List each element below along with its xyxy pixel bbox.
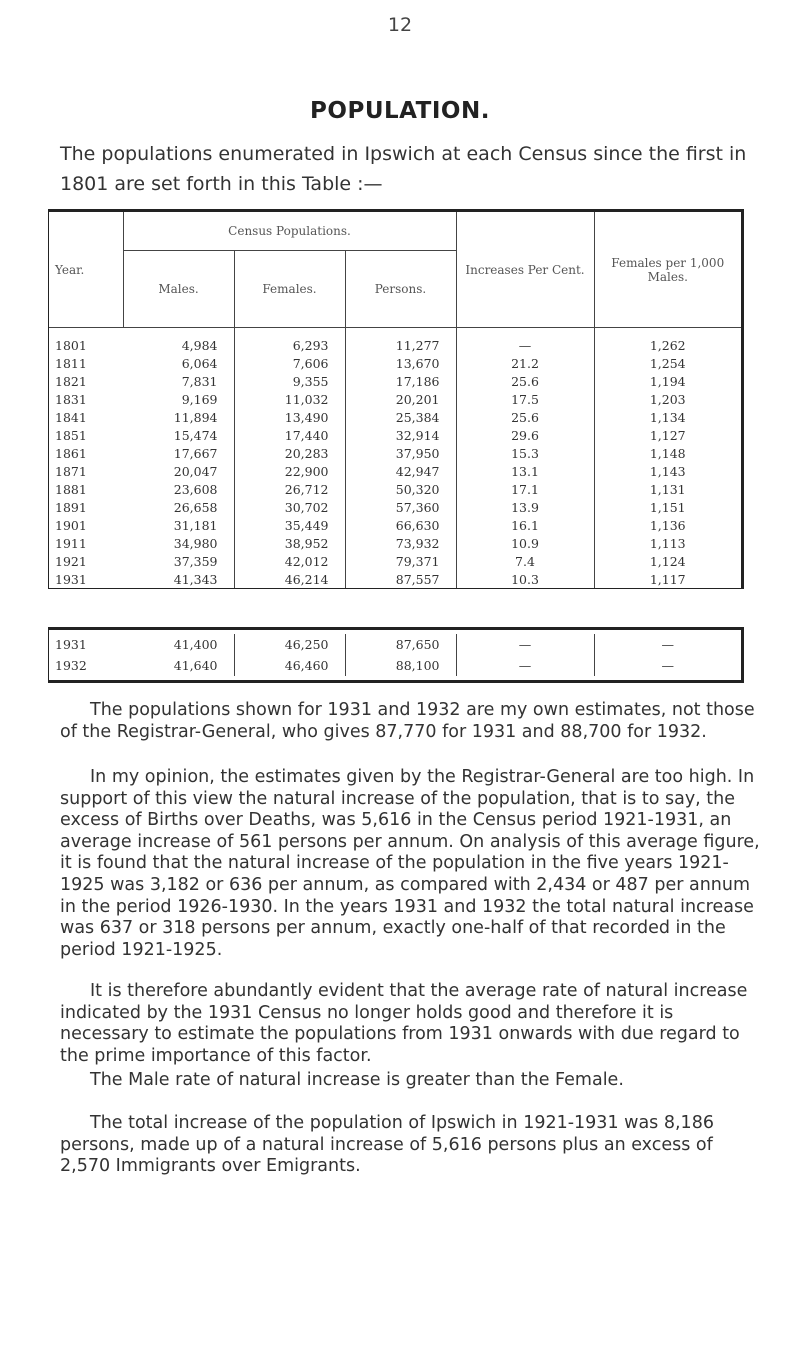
year-cell: 1881	[55, 481, 87, 497]
males-cell: 20,047	[173, 463, 218, 479]
persons-cell: 37,950	[345, 444, 456, 462]
females-cell: 11,032	[234, 390, 345, 408]
year-cell: 1901	[55, 517, 87, 533]
year-cell: 1931	[55, 637, 87, 652]
header-census-populations: Census Populations.	[123, 212, 456, 251]
table-row	[49, 408, 741, 426]
females-per-1000-cell: 1,113	[594, 534, 741, 552]
year-cell: 1911	[55, 535, 87, 551]
persons-cell: 87,650	[345, 634, 456, 655]
males-cell: 41,640	[173, 658, 218, 673]
table-row	[49, 570, 741, 588]
table-row	[49, 480, 741, 498]
year-cell: 1921	[55, 553, 87, 569]
males-cell: 4,984	[181, 337, 218, 353]
persons-cell: 11,277	[345, 328, 456, 355]
year-cell: 1841	[55, 409, 87, 425]
males-cell: 7,831	[181, 373, 218, 389]
table-row	[49, 516, 741, 534]
females-cell: 6,293	[234, 328, 345, 355]
males-cell: 37,359	[173, 553, 218, 569]
increase-cell: 29.6	[456, 426, 594, 444]
persons-cell: 50,320	[345, 480, 456, 498]
persons-cell: 20,201	[345, 390, 456, 408]
increase-cell: 25.6	[456, 372, 594, 390]
females-cell: 20,283	[234, 444, 345, 462]
males-cell: 26,658	[173, 499, 218, 515]
males-cell: 41,343	[173, 571, 218, 587]
persons-cell: 13,670	[345, 354, 456, 372]
increase-cell: 16.1	[456, 516, 594, 534]
females-per-1000-cell: 1,127	[594, 426, 741, 444]
table-row	[49, 372, 741, 390]
persons-cell: 32,914	[345, 426, 456, 444]
females-per-1000-cell: 1,194	[594, 372, 741, 390]
header-males: Males.	[123, 251, 234, 328]
increase-cell: 25.6	[456, 408, 594, 426]
year-cell: 1932	[55, 658, 87, 673]
persons-cell: 57,360	[345, 498, 456, 516]
estimates-table	[48, 627, 744, 683]
females-cell: 9,355	[234, 372, 345, 390]
increase-cell: 10.3	[456, 570, 594, 588]
females-cell: 7,606	[234, 354, 345, 372]
table-row	[49, 390, 741, 408]
table-row	[49, 444, 741, 462]
increase-cell: —	[456, 328, 594, 355]
year-cell: 1931	[55, 571, 87, 587]
females-cell: 22,900	[234, 462, 345, 480]
paragraph-total-increase: The total increase of the population of Ipswich in 1921-1931 was 8,186 persons, made up of a natural increase of 5,616 persons plus an excess of 2,570 Immigrants over Emigrants.	[60, 1113, 714, 1177]
females-per-1000-cell: 1,254	[594, 354, 741, 372]
paragraph-estimates: The populations shown for 1931 and 1932 are my own estimates, not those of the Registrar-General, who gives 87,770 for 1931 and 88,700 for 1932.	[60, 700, 755, 742]
intro-paragraph: The populations enumerated in Ipswich at each Census since the first in 1801 are set forth in this Table :—	[60, 143, 747, 195]
table-row	[49, 552, 741, 570]
increase-cell: 10.9	[456, 534, 594, 552]
females-per-1000-cell: —	[594, 655, 741, 676]
persons-cell: 88,100	[345, 655, 456, 676]
census-table	[48, 209, 744, 589]
year-cell: 1861	[55, 445, 87, 461]
persons-cell: 17,186	[345, 372, 456, 390]
males-cell: 34,980	[173, 535, 218, 551]
males-cell: 41,400	[173, 637, 218, 652]
females-cell: 42,012	[234, 552, 345, 570]
females-cell: 46,460	[234, 655, 345, 676]
females-cell: 35,449	[234, 516, 345, 534]
increase-cell: 13.9	[456, 498, 594, 516]
males-cell: 15,474	[173, 427, 218, 443]
paragraph-evident: It is therefore abundantly evident that the average rate of natural increase indicated by the 1931 Census no longer holds good and therefore it is necessary to estimate the populations from 1931 onwards with due regard to the prime importance of this factor.	[60, 981, 748, 1066]
males-cell: 11,894	[173, 409, 218, 425]
increase-cell: 17.1	[456, 480, 594, 498]
header-persons: Persons.	[345, 251, 456, 328]
year-cell: 1871	[55, 463, 87, 479]
table-row	[49, 498, 741, 516]
females-cell: 46,214	[234, 570, 345, 588]
females-per-1000-cell: 1,262	[594, 328, 741, 355]
page-title: POPULATION.	[310, 98, 490, 124]
females-cell: 46,250	[234, 634, 345, 655]
females-per-1000-cell: 1,203	[594, 390, 741, 408]
year-cell: 1811	[55, 355, 87, 371]
paragraph-male-rate: The Male rate of natural increase is greater than the Female.	[90, 1070, 624, 1090]
males-cell: 17,667	[173, 445, 218, 461]
increase-cell: 15.3	[456, 444, 594, 462]
year-cell: 1891	[55, 499, 87, 515]
estimate-row	[49, 634, 741, 655]
persons-cell: 66,630	[345, 516, 456, 534]
females-cell: 38,952	[234, 534, 345, 552]
females-cell: 17,440	[234, 426, 345, 444]
males-cell: 9,169	[181, 391, 218, 407]
increase-cell: 21.2	[456, 354, 594, 372]
increase-cell: —	[456, 634, 594, 655]
table-row	[49, 354, 741, 372]
females-cell: 26,712	[234, 480, 345, 498]
persons-cell: 73,932	[345, 534, 456, 552]
year-cell: 1831	[55, 391, 87, 407]
estimate-row	[49, 655, 741, 676]
increase-cell: 17.5	[456, 390, 594, 408]
females-per-1000-cell: 1,151	[594, 498, 741, 516]
table-row	[49, 534, 741, 552]
table-row	[49, 426, 741, 444]
year-cell: 1801	[55, 337, 87, 353]
persons-cell: 87,557	[345, 570, 456, 588]
year-cell: 1851	[55, 427, 87, 443]
females-cell: 30,702	[234, 498, 345, 516]
table-row	[49, 328, 741, 355]
females-per-1000-cell: 1,131	[594, 480, 741, 498]
header-increases: Increases Per Cent.	[456, 212, 594, 328]
females-per-1000-cell: 1,148	[594, 444, 741, 462]
females-per-1000-cell: 1,117	[594, 570, 741, 588]
males-cell: 31,181	[173, 517, 218, 533]
persons-cell: 79,371	[345, 552, 456, 570]
females-per-1000-cell: 1,134	[594, 408, 741, 426]
table-row	[49, 462, 741, 480]
header-females: Females.	[234, 251, 345, 328]
persons-cell: 42,947	[345, 462, 456, 480]
females-per-1000-cell: 1,143	[594, 462, 741, 480]
increase-cell: —	[456, 655, 594, 676]
persons-cell: 25,384	[345, 408, 456, 426]
males-cell: 23,608	[173, 481, 218, 497]
females-cell: 13,490	[234, 408, 345, 426]
year-cell: 1821	[55, 373, 87, 389]
increase-cell: 13.1	[456, 462, 594, 480]
females-per-1000-cell: 1,124	[594, 552, 741, 570]
increase-cell: 7.4	[456, 552, 594, 570]
header-year: Year.	[55, 262, 85, 277]
females-per-1000-cell: 1,136	[594, 516, 741, 534]
males-cell: 6,064	[181, 355, 218, 371]
paragraph-opinion: In my opinion, the estimates given by the Registrar-General are too high. In support of this view the natural increase of the population, that is to say, the excess of Births over Deaths, was 5,616 in the Census period 1921-1931, an average increase of 561 persons per annum. On analysis of this average figure, it is found that the natural increase of the population in the five years 1921-1925 was 3,182 or 636 per annum, as compared with 2,434 or 487 per annum in the period 1926-1930. In the years 1931 and 1932 the total natural increase was 637 or 318 persons per annum, exactly one-half of that recorded in the period 1921-1925.	[60, 767, 760, 960]
page-number: 12	[387, 14, 413, 36]
females-per-1000-cell: —	[594, 634, 741, 655]
header-females-per-1000: Females per 1,000 Males.	[594, 212, 741, 328]
